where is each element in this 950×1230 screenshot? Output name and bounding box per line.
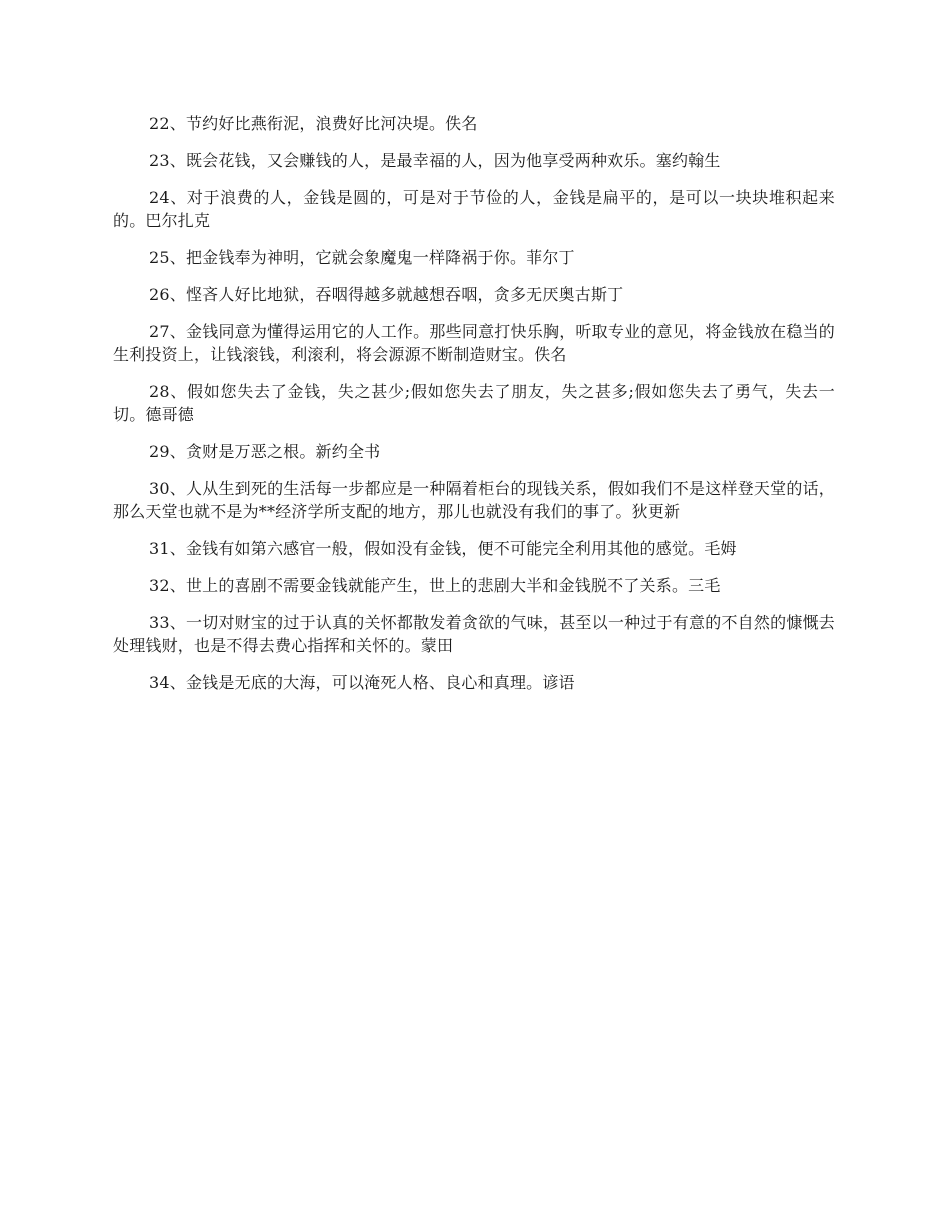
quote-paragraph-27: 27、金钱同意为懂得运用它的人工作。那些同意打快乐胸，听取专业的意见，将金钱放在稳当的生利投资上，让钱滚钱，利滚利，将会源源不断制造财宝。佚名 [113,322,835,364]
quote-paragraph-24: 24、对于浪费的人，金钱是圆的，可是对于节俭的人，金钱是扁平的，是可以一块块堆积起来的。巴尔扎克 [113,188,835,230]
quote-paragraph-28: 28、假如您失去了金钱，失之甚少;假如您失去了朋友，失之甚多;假如您失去了勇气，失去一切。德哥德 [113,382,835,424]
quote-paragraph-29: 29、贪财是万恶之根。新约全书 [149,442,381,461]
quote-paragraph-31: 31、金钱有如第六感官一般，假如没有金钱，便不可能完全利用其他的感觉。毛姆 [149,539,737,558]
document-body [113,112,835,708]
quote-paragraph-33: 33、一切对财宝的过于认真的关怀都散发着贪欲的气味，甚至以一种过于有意的不自然的慷慨去处理钱财，也是不得去费心指挥和关怀的。蒙田 [113,613,835,655]
quote-paragraph-26: 26、悭吝人好比地狱，吞咽得越多就越想吞咽，贪多无厌奥古斯丁 [149,285,624,304]
quote-paragraph-32: 32、世上的喜剧不需要金钱就能产生，世上的悲剧大半和金钱脱不了关系。三毛 [149,576,721,595]
quote-paragraph-30: 30、人从生到死的生活每一步都应是一种隔着柜台的现钱关系，假如我们不是这样登天堂的话，那么天堂也就不是为**经济学所支配的地方，那儿也就没有我们的事了。狄更新 [113,479,835,521]
quote-paragraph-25: 25、把金钱奉为神明，它就会象魔鬼一样降祸于你。菲尔丁 [149,248,575,267]
quote-paragraph-22: 22、节约好比燕衔泥，浪费好比河决堤。佚名 [149,114,478,133]
quote-paragraph-23: 23、既会花钱，又会赚钱的人，是最幸福的人，因为他享受两种欢乐。塞约翰生 [149,151,721,170]
quote-paragraph-34: 34、金钱是无底的大海，可以淹死人格、良心和真理。谚语 [149,673,575,692]
